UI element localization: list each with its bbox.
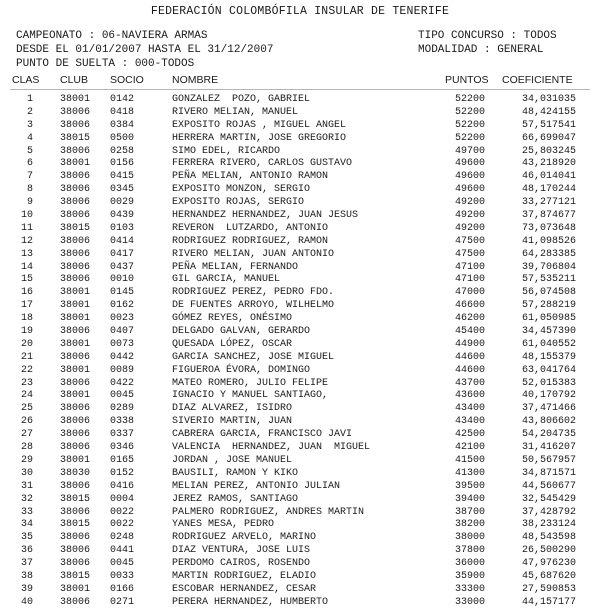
cell-coeficiente: 26,500290 <box>521 545 576 557</box>
cell-socio: 0162 <box>110 300 135 312</box>
cell-club: 38006 <box>60 351 91 363</box>
cell-coeficiente: 37,471466 <box>521 403 576 415</box>
cell-socio: 0142 <box>110 94 135 105</box>
cell-club: 38006 <box>60 416 91 428</box>
cell-socio: 0023 <box>110 313 135 325</box>
cell-socio: 0004 <box>110 493 135 505</box>
cell-socio: 0415 <box>110 171 135 183</box>
cell-socio: 0103 <box>110 222 135 234</box>
cell-nombre: MATEO ROMERO, JULIO FELIPE <box>172 377 329 389</box>
cell-coeficiente: 40,170792 <box>521 390 576 402</box>
cell-puntos: 47100 <box>454 274 485 286</box>
cell-puntos: 42500 <box>454 429 485 441</box>
cell-socio: 0337 <box>110 429 135 441</box>
cell-club: 38015 <box>60 519 91 531</box>
cell-clas: 10 <box>20 210 33 222</box>
cell-socio: 0271 <box>110 596 135 608</box>
cell-club: 38015 <box>60 570 91 582</box>
cell-club: 38006 <box>60 261 91 273</box>
cell-clas: 7 <box>26 171 33 183</box>
cell-puntos: 52200 <box>454 94 485 105</box>
cell-clas: 9 <box>26 197 33 209</box>
cell-nombre: HERNANDEZ HERNANDEZ, JUAN JESUS <box>172 210 359 222</box>
cell-puntos: 45400 <box>454 326 485 338</box>
cell-coeficiente: 63,041764 <box>521 364 576 376</box>
cell-nombre: FERRERA RIVERO, CARLOS GUSTAVO <box>172 158 353 170</box>
cell-nombre: DIAZ ALVAREZ, ISIDRO <box>172 403 293 415</box>
cell-coeficiente: 57,535211 <box>521 274 576 286</box>
cell-coeficiente: 73,073648 <box>521 222 576 234</box>
cell-socio: 0045 <box>110 390 135 402</box>
cell-coeficiente: 50,567957 <box>521 454 576 466</box>
table-row <box>0 326 600 339</box>
cell-puntos: 47000 <box>454 287 485 299</box>
cell-puntos: 44900 <box>454 338 485 350</box>
cell-club: 38015 <box>60 222 91 234</box>
table-row <box>0 519 600 532</box>
cell-coeficiente: 52,015383 <box>521 377 576 389</box>
cell-socio: 0145 <box>110 287 135 299</box>
cell-puntos: 49200 <box>454 222 485 234</box>
table-row <box>0 107 600 120</box>
table-row <box>0 262 600 275</box>
cell-club: 38001 <box>60 313 91 325</box>
cell-club: 38001 <box>60 94 91 105</box>
table-row <box>0 94 600 107</box>
table-row <box>0 507 600 520</box>
cell-clas: 35 <box>20 532 33 544</box>
cell-puntos: 49600 <box>454 171 485 183</box>
cell-puntos: 46200 <box>454 313 485 325</box>
cell-puntos: 46600 <box>454 300 485 312</box>
cell-clas: 19 <box>20 326 33 338</box>
document-title: FEDERACIÓN COLOMBÓFILA INSULAR DE TENERIFE <box>150 5 450 18</box>
cell-coeficiente: 34,457390 <box>521 326 576 338</box>
cell-socio: 0156 <box>110 158 135 170</box>
cell-coeficiente: 46,014041 <box>521 171 576 183</box>
cell-puntos: 52200 <box>454 132 485 144</box>
table-row <box>0 403 600 416</box>
cell-clas: 2 <box>26 106 33 118</box>
cell-clas: 38 <box>20 570 33 582</box>
cell-coeficiente: 54,204735 <box>521 429 576 441</box>
cell-puntos: 39500 <box>454 480 485 492</box>
cell-clas: 1 <box>26 94 33 105</box>
cell-coeficiente: 25,803245 <box>521 145 576 157</box>
cell-socio: 0441 <box>110 545 135 557</box>
cell-coeficiente: 57,517541 <box>521 119 576 131</box>
table-row <box>0 532 600 545</box>
table-row <box>0 597 600 610</box>
cell-club: 38006 <box>60 377 91 389</box>
table-row <box>0 584 600 597</box>
col-header-puntos: PUNTOS <box>445 74 489 86</box>
cell-socio: 0045 <box>110 558 135 570</box>
cell-coeficiente: 61,050985 <box>521 313 576 325</box>
cell-club: 38006 <box>60 119 91 131</box>
cell-nombre: GONZALEZ POZO, GABRIEL <box>172 94 311 105</box>
cell-nombre: MARTIN RODRIGUEZ, ELADIO <box>172 570 317 582</box>
table-row <box>0 184 600 197</box>
cell-coeficiente: 48,424155 <box>521 106 576 118</box>
col-header-socio: SOCIO <box>110 74 144 86</box>
cell-puntos: 52200 <box>454 106 485 118</box>
cell-socio: 0289 <box>110 403 135 415</box>
cell-coeficiente: 48,155379 <box>521 351 576 363</box>
cell-socio: 0152 <box>110 467 135 479</box>
cell-nombre: PERDOMO CAIROS, ROSENDO <box>172 558 311 570</box>
cell-clas: 4 <box>26 132 33 144</box>
cell-club: 38001 <box>60 364 91 376</box>
cell-nombre: CABRERA GARCIA, FRANCISCO JAVI <box>172 429 353 441</box>
cell-club: 38006 <box>60 184 91 196</box>
cell-clas: 16 <box>20 287 33 299</box>
cell-clas: 36 <box>20 545 33 557</box>
cell-nombre: ESCOBAR HERNANDEZ, CESAR <box>172 583 317 595</box>
cell-coeficiente: 39,706804 <box>521 261 576 273</box>
table-row <box>0 365 600 378</box>
cell-nombre: DIAZ VENTURA, JOSE LUIS <box>172 545 311 557</box>
cell-clas: 11 <box>20 222 33 234</box>
table-row <box>0 236 600 249</box>
cell-club: 38006 <box>60 210 91 222</box>
cell-nombre: RIVERO MELIAN, MANUEL <box>172 106 299 118</box>
table-row <box>0 571 600 584</box>
cell-coeficiente: 61,040552 <box>521 338 576 350</box>
cell-coeficiente: 48,170244 <box>521 184 576 196</box>
cell-clas: 40 <box>20 596 33 608</box>
cell-club: 38001 <box>60 583 91 595</box>
cell-club: 38001 <box>60 338 91 350</box>
cell-clas: 33 <box>20 506 33 518</box>
cell-puntos: 49700 <box>454 145 485 157</box>
cell-coeficiente: 31,416207 <box>521 442 576 454</box>
cell-puntos: 49200 <box>454 197 485 209</box>
cell-clas: 30 <box>20 467 33 479</box>
cell-clas: 31 <box>20 480 33 492</box>
col-header-club: CLUB <box>60 74 89 86</box>
cell-clas: 18 <box>20 313 33 325</box>
table-row <box>0 171 600 184</box>
cell-socio: 0442 <box>110 351 135 363</box>
cell-nombre: VALENCIA HERNANDEZ, JUAN MIGUEL <box>172 442 371 454</box>
cell-socio: 0073 <box>110 338 135 350</box>
table-row <box>0 481 600 494</box>
cell-coeficiente: 43,806602 <box>521 416 576 428</box>
cell-club: 38030 <box>60 467 91 479</box>
table-row <box>0 390 600 403</box>
ranking-table <box>0 94 600 610</box>
table-row <box>0 416 600 429</box>
cell-coeficiente: 38,233124 <box>521 519 576 531</box>
cell-coeficiente: 32,545429 <box>521 493 576 505</box>
table-row <box>0 545 600 558</box>
cell-clas: 28 <box>20 442 33 454</box>
col-header-coeficiente: COEFICIENTE <box>502 74 573 86</box>
cell-clas: 23 <box>20 377 33 389</box>
cell-socio: 0033 <box>110 570 135 582</box>
cell-club: 38006 <box>60 558 91 570</box>
cell-socio: 0166 <box>110 583 135 595</box>
cell-coeficiente: 27,590853 <box>521 583 576 595</box>
cell-nombre: JORDAN , JOSE MANUEL <box>172 454 293 466</box>
cell-club: 38006 <box>60 532 91 544</box>
cell-nombre: RODRIGUEZ PEREZ, PEDRO FDO. <box>172 287 335 299</box>
table-row <box>0 274 600 287</box>
modality-label: MODALIDAD : GENERAL <box>418 44 544 56</box>
cell-nombre: PEÑA MELIAN, FERNANDO <box>172 261 299 273</box>
cell-puntos: 47500 <box>454 248 485 260</box>
cell-club: 38006 <box>60 506 91 518</box>
header-divider <box>10 89 590 90</box>
cell-coeficiente: 33,277121 <box>521 197 576 209</box>
cell-club: 38006 <box>60 545 91 557</box>
col-header-nombre: NOMBRE <box>172 74 219 86</box>
cell-clas: 3 <box>26 119 33 131</box>
cell-socio: 0346 <box>110 442 135 454</box>
cell-coeficiente: 56,074508 <box>521 287 576 299</box>
table-row <box>0 146 600 159</box>
table-row <box>0 429 600 442</box>
col-header-clas: CLAS <box>12 74 40 86</box>
cell-puntos: 36000 <box>454 558 485 570</box>
table-row <box>0 223 600 236</box>
table-row <box>0 249 600 262</box>
cell-nombre: EXPOSITO ROJAS , MIGUEL ANGEL <box>172 119 347 131</box>
cell-coeficiente: 43,218920 <box>521 158 576 170</box>
cell-puntos: 43400 <box>454 403 485 415</box>
table-row <box>0 468 600 481</box>
cell-clas: 39 <box>20 583 33 595</box>
cell-clas: 29 <box>20 454 33 466</box>
cell-socio: 0418 <box>110 106 135 118</box>
cell-club: 38006 <box>60 145 91 157</box>
cell-clas: 22 <box>20 364 33 376</box>
table-row <box>0 300 600 313</box>
cell-puntos: 49600 <box>454 158 485 170</box>
cell-club: 38006 <box>60 248 91 260</box>
table-row <box>0 339 600 352</box>
cell-nombre: EXPOSITO MONZON, SERGIO <box>172 184 311 196</box>
cell-socio: 0417 <box>110 248 135 260</box>
cell-nombre: RIVERO MELIAN, JUAN ANTONIO <box>172 248 335 260</box>
cell-club: 38001 <box>60 390 91 402</box>
table-row <box>0 197 600 210</box>
cell-coeficiente: 44,157177 <box>521 596 576 608</box>
cell-socio: 0416 <box>110 480 135 492</box>
cell-clas: 8 <box>26 184 33 196</box>
table-row <box>0 158 600 171</box>
cell-puntos: 43600 <box>454 390 485 402</box>
cell-socio: 0258 <box>110 145 135 157</box>
cell-socio: 0029 <box>110 197 135 209</box>
table-row <box>0 352 600 365</box>
cell-nombre: FIGUEROA ÉVORA, DOMINGO <box>172 364 311 376</box>
cell-puntos: 43400 <box>454 416 485 428</box>
table-row <box>0 455 600 468</box>
cell-puntos: 38700 <box>454 506 485 518</box>
cell-coeficiente: 48,543598 <box>521 532 576 544</box>
cell-club: 38001 <box>60 287 91 299</box>
cell-nombre: PERERA HERNANDEZ, HUMBERTO <box>172 596 329 608</box>
cell-coeficiente: 34,871571 <box>521 467 576 479</box>
cell-clas: 12 <box>20 235 33 247</box>
cell-socio: 0345 <box>110 184 135 196</box>
cell-nombre: PALMERO RODRIGUEZ, ANDRES MARTIN <box>172 506 365 518</box>
cell-clas: 6 <box>26 158 33 170</box>
cell-clas: 14 <box>20 261 33 273</box>
cell-club: 38006 <box>60 106 91 118</box>
cell-nombre: HERRERA MARTIN, JOSE GREGORIO <box>172 132 347 144</box>
cell-club: 38006 <box>60 480 91 492</box>
cell-socio: 0439 <box>110 210 135 222</box>
cell-clas: 27 <box>20 429 33 441</box>
cell-puntos: 33300 <box>454 583 485 595</box>
cell-puntos: 41500 <box>454 454 485 466</box>
cell-club: 38015 <box>60 493 91 505</box>
table-row <box>0 287 600 300</box>
cell-coeficiente: 64,283385 <box>521 248 576 260</box>
cell-clas: 13 <box>20 248 33 260</box>
cell-club: 38006 <box>60 403 91 415</box>
cell-club: 38006 <box>60 274 91 286</box>
cell-socio: 0022 <box>110 506 135 518</box>
cell-coeficiente: 44,560677 <box>521 480 576 492</box>
cell-puntos: 39400 <box>454 493 485 505</box>
cell-nombre: QUESADA LÓPEZ, OSCAR <box>172 338 293 350</box>
cell-nombre: SIVERIO MARTIN, JUAN <box>172 416 293 428</box>
cell-puntos: 42100 <box>454 442 485 454</box>
cell-club: 38006 <box>60 429 91 441</box>
cell-clas: 34 <box>20 519 33 531</box>
cell-coeficiente: 37,428792 <box>521 506 576 518</box>
cell-nombre: DE FUENTES ARROYO, WILHELMO <box>172 300 335 312</box>
cell-club: 38001 <box>60 158 91 170</box>
cell-socio: 0010 <box>110 274 135 286</box>
cell-puntos: 37800 <box>454 545 485 557</box>
table-row <box>0 313 600 326</box>
cell-clas: 5 <box>26 145 33 157</box>
cell-socio: 0414 <box>110 235 135 247</box>
contest-type-label: TIPO CONCURSO : TODOS <box>418 30 557 42</box>
cell-coeficiente: 47,976230 <box>521 558 576 570</box>
cell-nombre: GARCIA SANCHEZ, JOSE MIGUEL <box>172 351 335 363</box>
cell-club: 38006 <box>60 442 91 454</box>
cell-coeficiente: 66,699047 <box>521 132 576 144</box>
cell-puntos: 44600 <box>454 364 485 376</box>
cell-clas: 21 <box>20 351 33 363</box>
cell-nombre: GIL GARCIA, MANUEL <box>172 274 281 286</box>
cell-nombre: BAUSILI, RAMON Y KIKO <box>172 467 299 479</box>
cell-nombre: DELGADO GALVAN, GERARDO <box>172 326 311 338</box>
table-row <box>0 558 600 571</box>
table-row <box>0 133 600 146</box>
cell-coeficiente: 57,288219 <box>521 300 576 312</box>
table-row <box>0 378 600 391</box>
cell-clas: 20 <box>20 338 33 350</box>
table-row <box>0 442 600 455</box>
cell-socio: 0384 <box>110 119 135 131</box>
cell-clas: 25 <box>20 403 33 415</box>
cell-puntos: 33000 <box>454 596 485 608</box>
cell-nombre: GÓMEZ REYES, ONÉSIMO <box>172 313 293 325</box>
cell-socio: 0089 <box>110 364 135 376</box>
cell-puntos: 38200 <box>454 519 485 531</box>
cell-clas: 32 <box>20 493 33 505</box>
table-header <box>0 74 600 88</box>
cell-socio: 0165 <box>110 454 135 466</box>
cell-nombre: JEREZ RAMOS, SANTIAGO <box>172 493 299 505</box>
cell-club: 38006 <box>60 171 91 183</box>
cell-club: 38006 <box>60 596 91 608</box>
cell-puntos: 43700 <box>454 377 485 389</box>
cell-puntos: 44600 <box>454 351 485 363</box>
cell-nombre: MELIAN PEREZ, ANTONIO JULIAN <box>172 480 341 492</box>
cell-socio: 0422 <box>110 377 135 389</box>
cell-puntos: 49200 <box>454 210 485 222</box>
cell-clas: 24 <box>20 390 33 402</box>
cell-club: 38006 <box>60 197 91 209</box>
cell-puntos: 35900 <box>454 570 485 582</box>
table-row <box>0 210 600 223</box>
cell-puntos: 47100 <box>454 261 485 273</box>
date-range-label: DESDE EL 01/01/2007 HASTA EL 31/12/2007 <box>16 44 274 56</box>
cell-coeficiente: 41,098526 <box>521 235 576 247</box>
cell-nombre: IGNACIO Y MANUEL SANTIAGO, <box>172 390 329 402</box>
cell-puntos: 38000 <box>454 532 485 544</box>
cell-nombre: YANES MESA, PEDRO <box>172 519 275 531</box>
cell-puntos: 47500 <box>454 235 485 247</box>
cell-coeficiente: 34,031035 <box>521 94 576 105</box>
cell-puntos: 41300 <box>454 467 485 479</box>
cell-socio: 0407 <box>110 326 135 338</box>
campeonato-label: CAMPEONATO : 06-NAVIERA ARMAS <box>16 30 208 42</box>
cell-club: 38006 <box>60 326 91 338</box>
cell-club: 38001 <box>60 300 91 312</box>
cell-club: 38001 <box>60 454 91 466</box>
cell-coeficiente: 45,687620 <box>521 570 576 582</box>
cell-socio: 0437 <box>110 261 135 273</box>
cell-club: 38006 <box>60 235 91 247</box>
cell-clas: 17 <box>20 300 33 312</box>
release-point-label: PUNTO DE SUELTA : 000-TODOS <box>16 58 195 70</box>
cell-socio: 0022 <box>110 519 135 531</box>
cell-puntos: 52200 <box>454 119 485 131</box>
cell-nombre: EXPOSITO ROJAS, SERGIO <box>172 197 305 209</box>
cell-clas: 15 <box>20 274 33 286</box>
cell-nombre: REVERON LUTZARDO, ANTONIO <box>172 222 329 234</box>
cell-coeficiente: 37,874677 <box>521 210 576 222</box>
cell-nombre: SIMO EDEL, RICARDO <box>172 145 281 157</box>
cell-nombre: RODRIGUEZ RODRIGUEZ, RAMON <box>172 235 329 247</box>
cell-puntos: 49600 <box>454 184 485 196</box>
cell-club: 38015 <box>60 132 91 144</box>
cell-nombre: PEÑA MELIAN, ANTONIO RAMON <box>172 171 329 183</box>
cell-clas: 37 <box>20 558 33 570</box>
cell-socio: 0500 <box>110 132 135 144</box>
cell-socio: 0248 <box>110 532 135 544</box>
cell-clas: 26 <box>20 416 33 428</box>
table-row <box>0 494 600 507</box>
cell-nombre: RODRIGUEZ ARVELO, MARINO <box>172 532 317 544</box>
table-row <box>0 120 600 133</box>
cell-socio: 0338 <box>110 416 135 428</box>
